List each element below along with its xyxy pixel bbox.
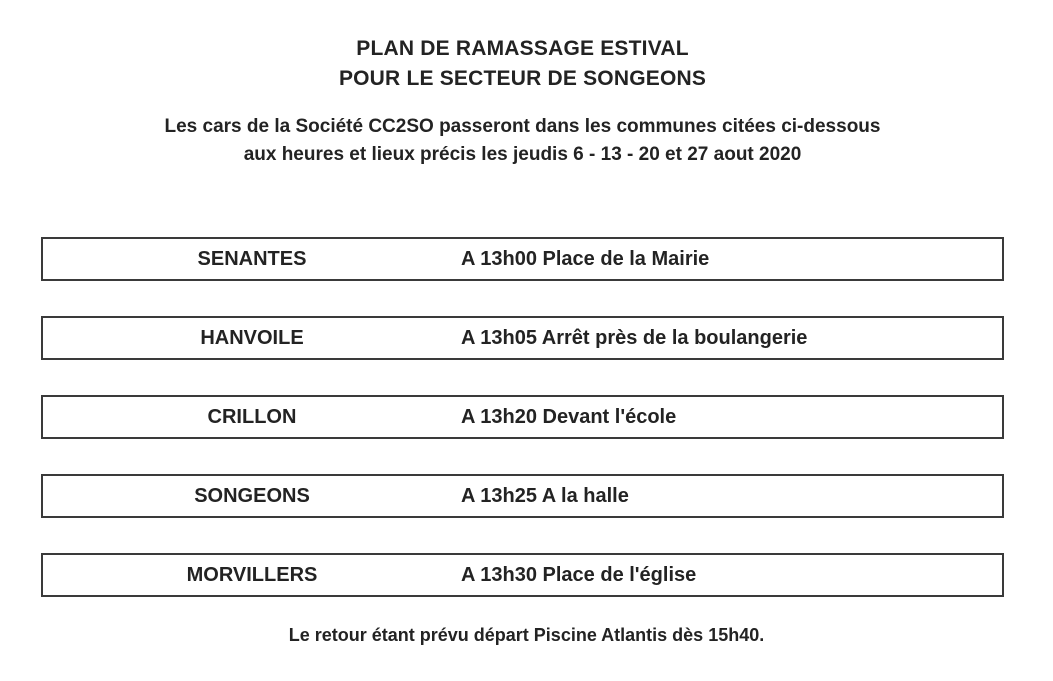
- stop-row-crillon: [41, 395, 1004, 439]
- intro-text-line-1: Les cars de la Société CC2SO passeront dans les communes citées ci-dessous: [164, 116, 881, 137]
- stop-commune: SONGEONS: [194, 485, 310, 507]
- stop-detail: A 13h25 A la halle: [461, 485, 629, 507]
- stop-row-hanvoile: [41, 316, 1004, 360]
- stop-detail: A 13h30 Place de l'église: [461, 564, 697, 586]
- stop-commune: MORVILLERS: [186, 564, 318, 586]
- intro-text-line-2: aux heures et lieux précis les jeudis 6 - 13 - 20 et 27 aout 2020: [243, 144, 802, 165]
- stop-commune: HANVOILE: [200, 327, 304, 349]
- stop-detail: A 13h20 Devant l'école: [461, 406, 677, 428]
- stop-row-morvillers: [41, 553, 1004, 597]
- stop-commune: SENANTES: [197, 248, 307, 270]
- stop-commune: CRILLON: [207, 406, 297, 428]
- return-note: Le retour étant prévu départ Piscine Atlantis dès 15h40.: [288, 625, 765, 645]
- stop-row-senantes: [41, 237, 1004, 281]
- stop-detail: A 13h05 Arrêt près de la boulangerie: [461, 327, 808, 349]
- stop-row-songeons: [41, 474, 1004, 518]
- stop-detail: A 13h00 Place de la Mairie: [461, 248, 710, 270]
- document-title-line-1: PLAN DE RAMASSAGE ESTIVAL: [356, 37, 689, 60]
- document-title-line-2: POUR LE SECTEUR DE SONGEONS: [338, 67, 707, 90]
